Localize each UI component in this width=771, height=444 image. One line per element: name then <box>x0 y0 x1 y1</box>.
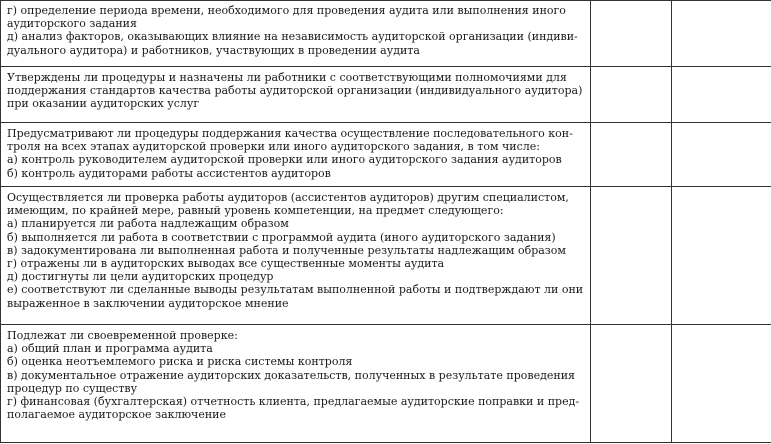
question-line: г) финансовая (бухгалтерская) отчетность клиента, предлагаемые аудиторские поправки и пред- <box>7 395 580 409</box>
question-line: поддержания стандартов качества работы аудиторской организации (индивидуального аудитора) <box>7 84 583 98</box>
question-line: г) отражены ли в аудиторских выводах все существенные моменты аудита <box>7 257 445 271</box>
question-cell <box>1 187 591 325</box>
question-line: г) определение периода времени, необходимого для проведения аудита или выполнения иного <box>7 4 566 17</box>
answer-cell[interactable] <box>591 67 672 123</box>
question-line: е) соответствуют ли сделанные выводы результатам выполненной работы и подтверждают ли они <box>7 283 584 297</box>
question-line: процедур по существу <box>7 381 138 395</box>
answer-cell[interactable] <box>591 123 672 187</box>
question-line: троля на всех этапах аудиторской проверки или иного аудиторского задания, в том числе: <box>7 140 540 154</box>
question-line: в) задокументирована ли выполненная работа и полученные результаты надлежащим образом <box>7 243 566 257</box>
question-line: имеющим, по крайней мере, равный уровень компетенции, на предмет следующего: <box>7 204 504 218</box>
table-row <box>1 67 771 123</box>
question-line: д) достигнуты ли цели аудиторских процедур <box>7 270 274 284</box>
question-cell <box>1 67 591 123</box>
question-line: в) документальное отражение аудиторских доказательств, полученных в результате проведения <box>7 368 575 382</box>
question-line: а) контроль руководителем аудиторской проверки или иного аудиторского задания аудиторов <box>7 153 562 167</box>
question-line: Предусматривают ли процедуры поддержания качества осуществление последовательного кон- <box>7 127 573 140</box>
question-line: дуального аудитора) и работников, участвующих в проведении аудита <box>7 43 420 57</box>
question-line: аудиторского задания <box>7 17 137 31</box>
question-line: а) общий план и программа аудита <box>7 342 213 356</box>
question-line: Подлежат ли своевременной проверке: <box>7 329 238 342</box>
question-line: б) оценка неотъемлемого риска и риска системы контроля <box>7 355 353 369</box>
question-cell <box>1 123 591 187</box>
question-line: д) анализ факторов, оказывающих влияние на независимость аудиторской организации (индиви- <box>7 30 578 44</box>
note-cell[interactable] <box>672 1 771 67</box>
question-cell <box>1 1 591 67</box>
note-cell[interactable] <box>672 123 771 187</box>
question-line: б) контроль аудиторами работы ассистентов аудиторов <box>7 166 331 180</box>
question-line: б) выполняется ли работа в соответствии с программой аудита (иного аудиторского задания) <box>7 230 556 244</box>
question-cell <box>1 325 591 443</box>
table-row <box>1 1 771 67</box>
question-line: а) планируется ли работа надлежащим образом <box>7 217 289 231</box>
table-row <box>1 187 771 325</box>
note-cell[interactable] <box>672 325 771 443</box>
question-line: при оказании аудиторских услуг <box>7 97 200 111</box>
table-row <box>1 325 771 443</box>
answer-cell[interactable] <box>591 325 672 443</box>
note-cell[interactable] <box>672 67 771 123</box>
answer-cell[interactable] <box>591 1 672 67</box>
answer-cell[interactable] <box>591 187 672 325</box>
question-line: выраженное в заключении аудиторское мнение <box>7 296 289 310</box>
note-cell[interactable] <box>672 187 771 325</box>
table-row <box>1 123 771 187</box>
question-line: Осуществляется ли проверка работы аудиторов (ассистентов аудиторов) другим специалистом, <box>7 191 569 204</box>
question-line: Утверждены ли процедуры и назначены ли работники с соответствующими полномочиями для <box>7 71 567 84</box>
question-line: полагаемое аудиторское заключение <box>7 408 227 422</box>
